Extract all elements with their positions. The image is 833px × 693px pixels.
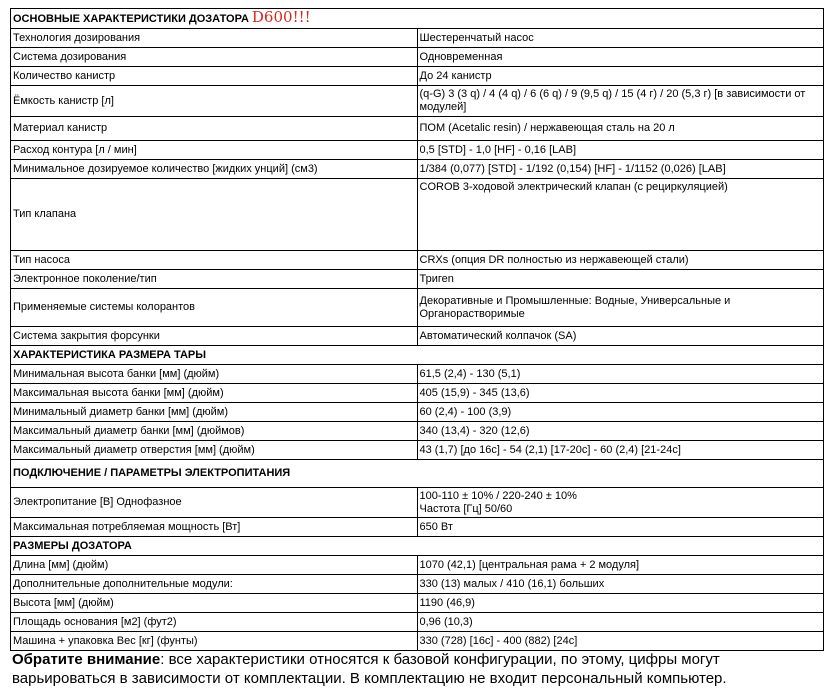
table-row <box>11 67 824 86</box>
row-label: Машина + упаковка Вес [кг] (фунты) <box>11 632 418 651</box>
footnote <box>12 650 824 688</box>
row-value: Тригеn <box>417 270 824 289</box>
section-header-row <box>11 537 824 556</box>
row-label: Система закрытия форсунки <box>11 327 418 346</box>
row-value: CRXs (опция DR полностью из нержавеющей стали) <box>417 251 824 270</box>
footnote-text: : все характеристики относятся к базовой конфигурации, по этому, цифры могут варьироваться в зависимости от комплектации. В комплектацию не входит персональный компьютер. <box>12 651 727 687</box>
row-value: 1190 (46,9) <box>417 594 824 613</box>
row-value: До 24 канистр <box>417 67 824 86</box>
footnote-emphasis: Обратите внимание <box>12 651 161 668</box>
table-row <box>11 556 824 575</box>
table-row <box>11 441 824 460</box>
table-row <box>11 422 824 441</box>
row-value: COROB 3-ходовой электрический клапан (с рециркуляцией) <box>417 179 824 251</box>
table-row <box>11 632 824 651</box>
row-label: Ёмкость канистр [л] <box>11 86 418 117</box>
row-label: Система дозирования <box>11 48 418 67</box>
row-value: 43 (1,7) [до 16c] - 54 (2,1) [17-20c] - 60 (2,4) [21-24c] <box>417 441 824 460</box>
row-label: Максимальная высота банки [мм] (дюйм) <box>11 384 418 403</box>
row-value: Автоматический колпачок (SA) <box>417 327 824 346</box>
row-label: Дополнительные дополнительные модули: <box>11 575 418 594</box>
row-value: 61,5 (2,4) - 130 (5,1) <box>417 365 824 384</box>
row-label: Минимальное дозируемое количество [жидких унций] (см3) <box>11 160 418 179</box>
row-label: Минимальный диаметр банки [мм] (дюйм) <box>11 403 418 422</box>
row-label: Материал канистр <box>11 117 418 141</box>
row-value: Шестеренчатый насос <box>417 29 824 48</box>
spec-table <box>10 8 824 651</box>
row-label: Площадь основания [м2] (фут2) <box>11 613 418 632</box>
row-label: Минимальная высота банки [мм] (дюйм) <box>11 365 418 384</box>
section-title: ХАРАКТЕРИСТИКА РАЗМЕРА ТАРЫ <box>11 346 824 365</box>
table-row <box>11 365 824 384</box>
row-label: Максимальная потребляемая мощность [Вт] <box>11 518 418 537</box>
row-value: 1/384 (0,077) [STD] - 1/192 (0,154) [HF] - 1/1152 (0,026) [LAB] <box>417 160 824 179</box>
table-row <box>11 48 824 67</box>
row-label: Тип клапана <box>11 179 418 251</box>
row-value: 650 Вт <box>417 518 824 537</box>
section-title: ПОДКЛЮЧЕНИЕ / ПАРАМЕТРЫ ЭЛЕКТРОПИТАНИЯ <box>11 460 824 488</box>
row-label: Максимальный диаметр банки [мм] (дюймов) <box>11 422 418 441</box>
table-row <box>11 384 824 403</box>
table-row <box>11 160 824 179</box>
row-label: Высота [мм] (дюйм) <box>11 594 418 613</box>
row-label: Количество канистр <box>11 67 418 86</box>
table-header-row <box>11 9 824 29</box>
row-value: 330 (13) малых / 410 (16,1) больших <box>417 575 824 594</box>
table-row <box>11 251 824 270</box>
table-row <box>11 86 824 117</box>
table-row <box>11 488 824 518</box>
row-value: 0,5 [STD] - 1,0 [HF] - 0,16 [LAB] <box>417 141 824 160</box>
table-row <box>11 117 824 141</box>
table-row <box>11 613 824 632</box>
table-row <box>11 594 824 613</box>
table-row <box>11 289 824 327</box>
row-label: Расход контура [л / мин] <box>11 141 418 160</box>
row-value-line: 100-110 ± 10% / 220-240 ± 10% <box>419 489 577 502</box>
model-mark: D600!!! <box>251 8 311 26</box>
table-title: ОСНОВНЫЕ ХАРАКТЕРИСТИКИ ДОЗАТОРА D600!!! <box>11 9 824 29</box>
row-label: Электронное поколение/тип <box>11 270 418 289</box>
table-row <box>11 518 824 537</box>
row-label: Максимальный диаметр отверстия [мм] (дюйм) <box>11 441 418 460</box>
row-value-line: Частота [Гц] 50/60 <box>419 502 513 515</box>
table-row <box>11 270 824 289</box>
table-row <box>11 141 824 160</box>
table-row <box>11 575 824 594</box>
row-label: Технология дозирования <box>11 29 418 48</box>
table-row <box>11 29 824 48</box>
row-label: Тип насоса <box>11 251 418 270</box>
row-value: Одновременная <box>417 48 824 67</box>
row-label: Применяемые системы колорантов <box>11 289 418 327</box>
row-value: ПОМ (Acetalic resin) / нержавеющая сталь на 20 л <box>417 117 824 141</box>
row-label: Электропитание [В] Однофазное <box>11 488 418 518</box>
row-value: 0,96 (10,3) <box>417 613 824 632</box>
row-value: 340 (13,4) - 320 (12,6) <box>417 422 824 441</box>
section-header-row <box>11 460 824 488</box>
section-title: РАЗМЕРЫ ДОЗАТОРА <box>11 537 824 556</box>
row-value: Декоративные и Промышленные: Водные, Универсальные и Органорастворимые <box>417 289 824 327</box>
row-value: 405 (15,9) - 345 (13,6) <box>417 384 824 403</box>
table-row <box>11 403 824 422</box>
row-value: 1070 (42,1) [центральная рама + 2 модуля] <box>417 556 824 575</box>
row-value: 330 (728) [16c] - 400 (882) [24c] <box>417 632 824 651</box>
table-row <box>11 327 824 346</box>
row-value: 60 (2,4) - 100 (3,9) <box>417 403 824 422</box>
row-value: (q-G) 3 (3 q) / 4 (4 q) / 6 (6 q) / 9 (9,5 q) / 15 (4 г) / 20 (5,3 г) [в зависимости от модулей] <box>417 86 824 117</box>
table-row <box>11 179 824 251</box>
section-header-row <box>11 346 824 365</box>
row-label: Длина [мм] (дюйм) <box>11 556 418 575</box>
row-value <box>417 488 824 518</box>
